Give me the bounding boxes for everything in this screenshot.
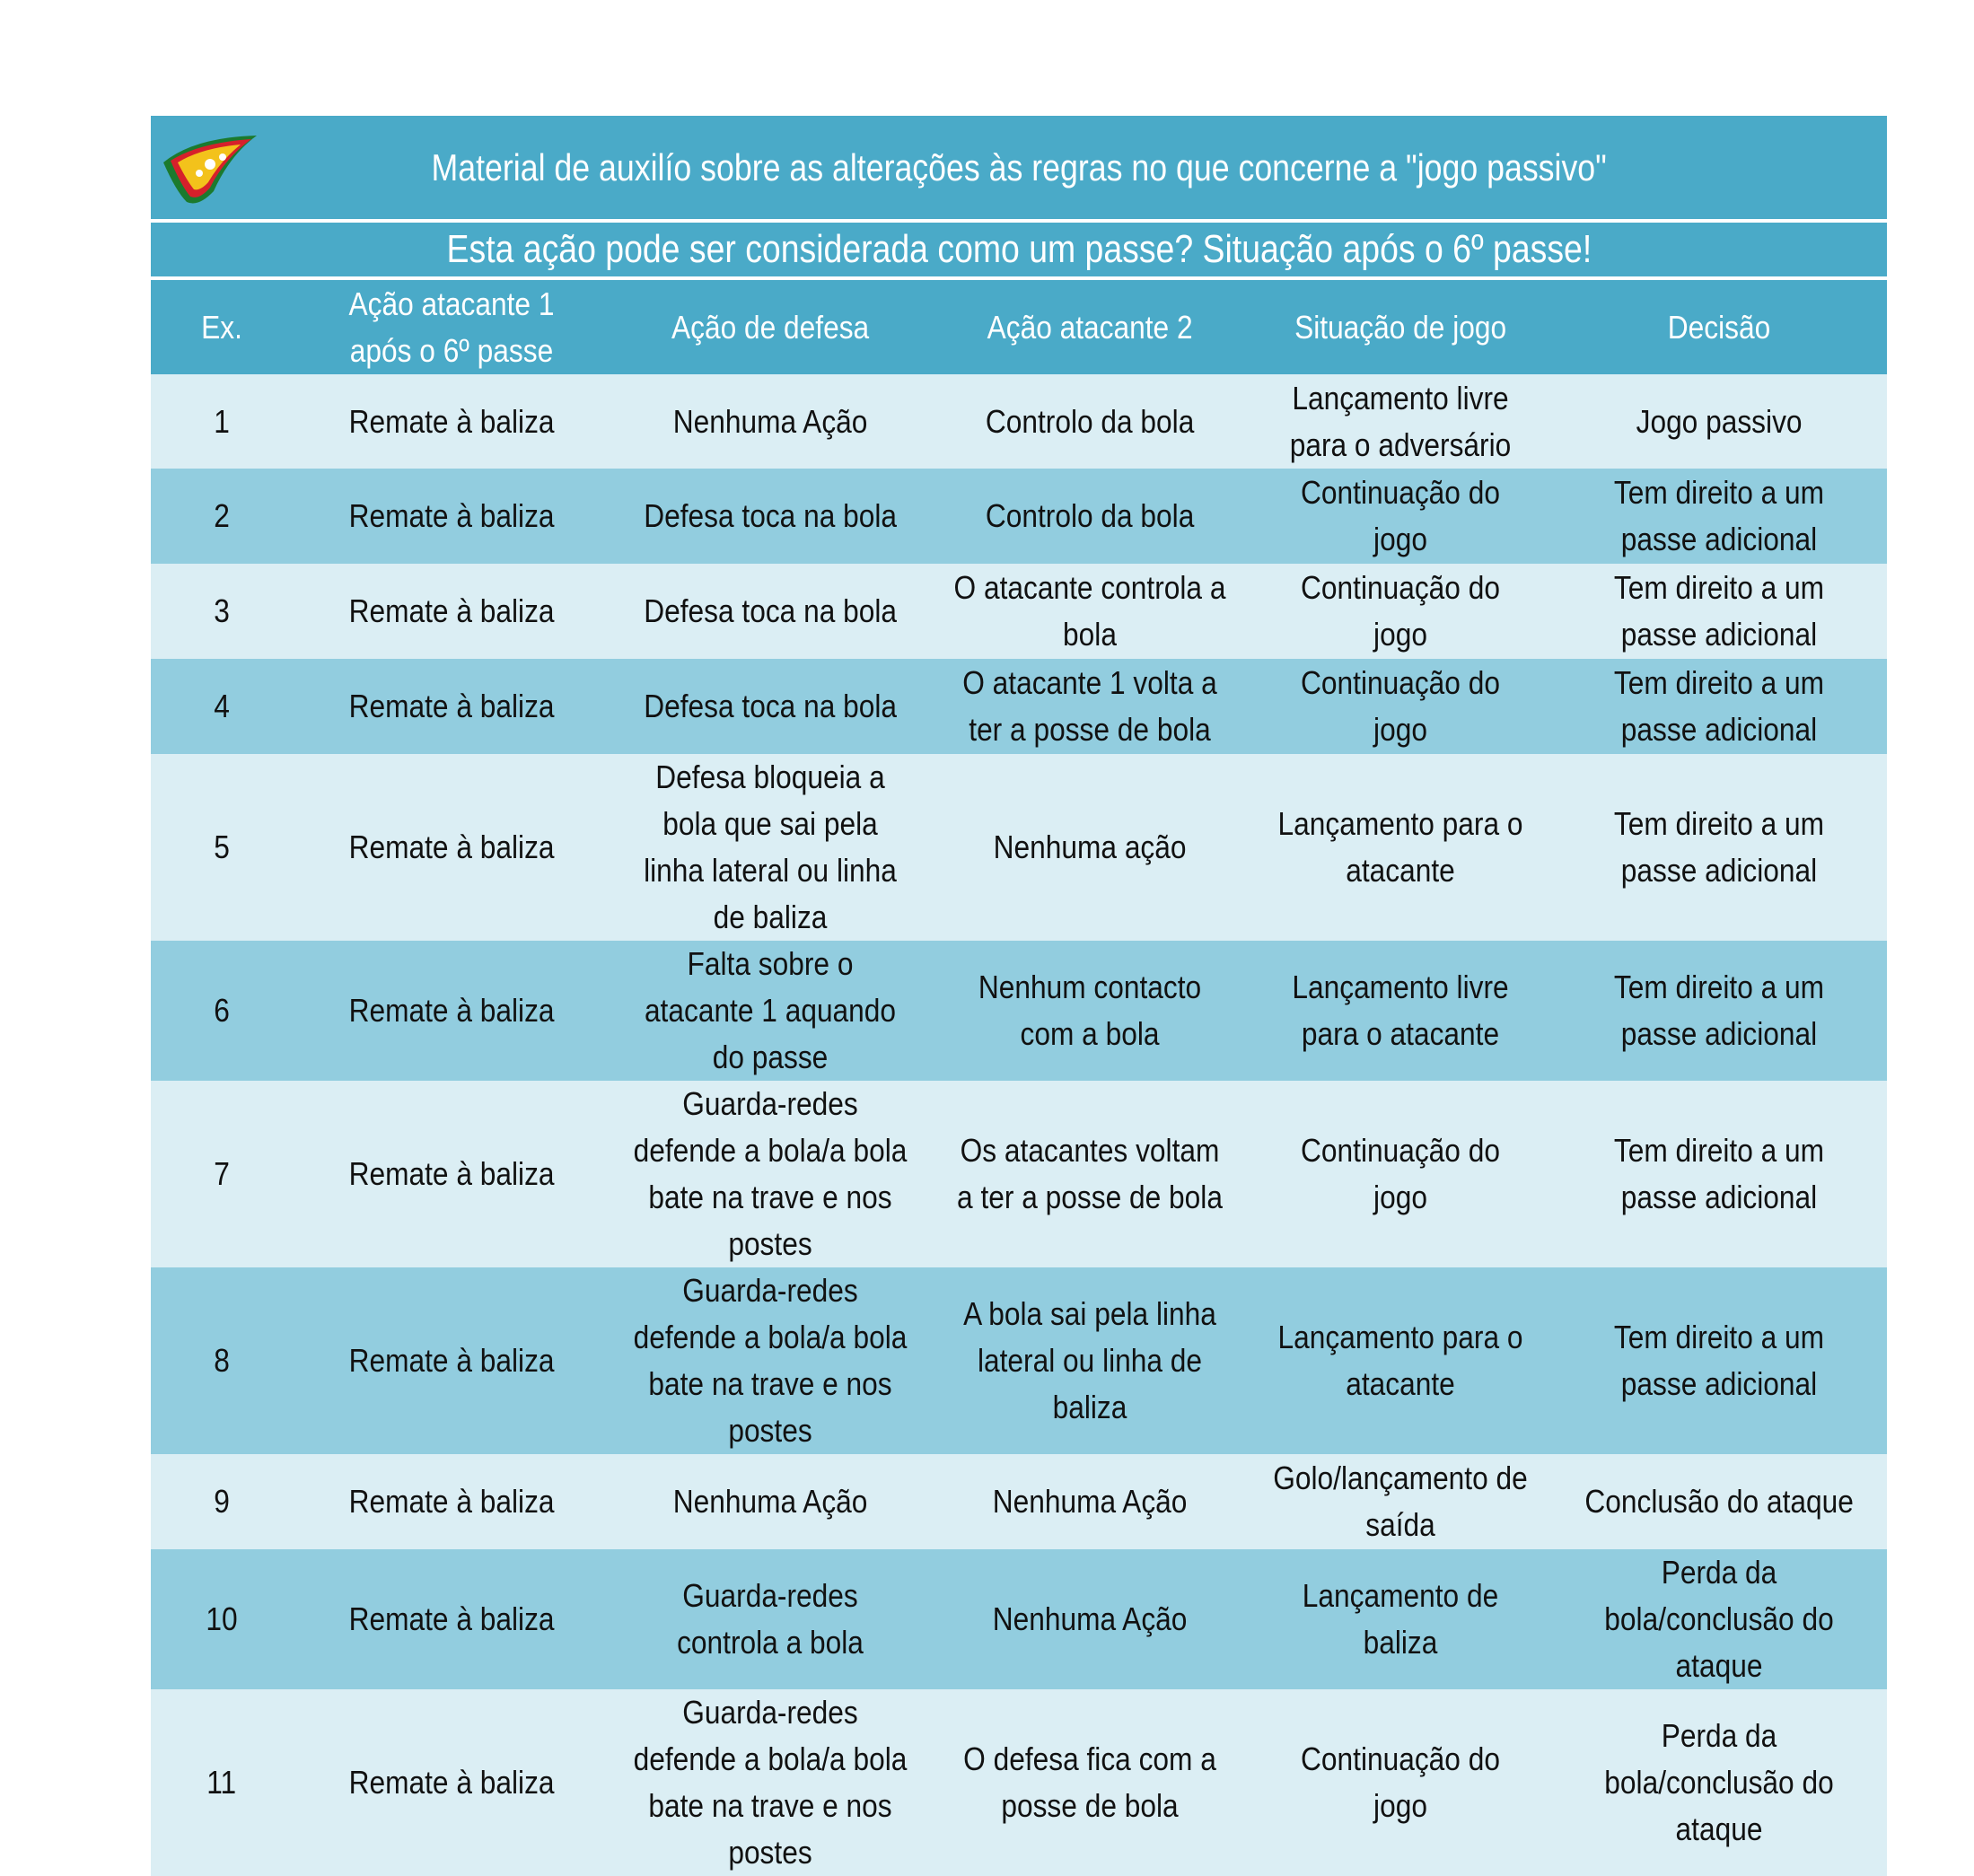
cell-situacao: Golo/lançamento de saída: [1250, 1454, 1551, 1549]
cell-situacao: Continuação do jogo: [1250, 469, 1551, 564]
cell-ex: 3: [151, 564, 293, 659]
cell-situacao: Lançamento livre para o adversário: [1250, 374, 1551, 469]
table-body: [151, 374, 1887, 1876]
cell-atacante2: O atacante controla a bola: [930, 564, 1250, 659]
subtitle-bar: [151, 223, 1887, 276]
table-row: [151, 1267, 1887, 1454]
cell-atacante2: O atacante 1 volta a ter a posse de bola: [930, 659, 1250, 754]
cell-atacante1: Remate à baliza: [293, 1549, 610, 1689]
cell-atacante1: Remate à baliza: [293, 754, 610, 941]
column-header-ex: Ex.: [151, 280, 293, 374]
cell-atacante2: Os atacantes voltam a ter a posse de bola: [930, 1081, 1250, 1267]
cell-ex: 8: [151, 1267, 293, 1454]
cell-decisao: Perda da bola/conclusão do ataque: [1551, 1689, 1887, 1876]
column-header-atacante1: Ação atacante 1 após o 6º passe: [293, 280, 610, 374]
cell-ex: 2: [151, 469, 293, 564]
cell-defesa: Defesa bloqueia a bola que sai pela linha lateral ou linha de baliza: [610, 754, 930, 941]
cell-defesa: Defesa toca na bola: [610, 564, 930, 659]
cell-defesa: Guarda-redes defende a bola/a bola bate na trave e nos postes: [610, 1267, 930, 1454]
cell-atacante1: Remate à baliza: [293, 564, 610, 659]
table-row: [151, 754, 1887, 941]
table-row: [151, 1081, 1887, 1267]
cell-ex: 10: [151, 1549, 293, 1689]
cell-defesa: Nenhuma Ação: [610, 374, 930, 469]
table-row: [151, 941, 1887, 1081]
column-header-situacao: Situação de jogo: [1250, 280, 1551, 374]
cell-ex: 1: [151, 374, 293, 469]
cell-defesa: Guarda-redes defende a bola/a bola bate na trave e nos postes: [610, 1081, 930, 1267]
column-header-decisao: Decisão: [1551, 280, 1887, 374]
cell-defesa: Guarda-redes controla a bola: [610, 1549, 930, 1689]
cell-atacante2: Nenhuma ação: [930, 754, 1250, 941]
cell-defesa: Defesa toca na bola: [610, 469, 930, 564]
cell-atacante2: Nenhuma Ação: [930, 1454, 1250, 1549]
cell-decisao: Conclusão do ataque: [1551, 1454, 1887, 1549]
cell-atacante1: Remate à baliza: [293, 1081, 610, 1267]
cell-atacante2: O defesa fica com a posse de bola: [930, 1689, 1250, 1876]
cell-atacante2: Controlo da bola: [930, 469, 1250, 564]
cell-defesa: Falta sobre o atacante 1 aquando do passe: [610, 941, 930, 1081]
cell-ex: 9: [151, 1454, 293, 1549]
cell-decisao: Tem direito a um passe adicional: [1551, 754, 1887, 941]
cell-ex: 6: [151, 941, 293, 1081]
cell-ex: 5: [151, 754, 293, 941]
cell-defesa: Defesa toca na bola: [610, 659, 930, 754]
cell-decisao: Jogo passivo: [1551, 374, 1887, 469]
page-subtitle: Esta ação pode ser considerada como um passe? Situação após o 6º passe!: [446, 227, 1592, 271]
cell-situacao: Continuação do jogo: [1250, 659, 1551, 754]
cell-situacao: Lançamento livre para o atacante: [1250, 941, 1551, 1081]
rules-table: [151, 280, 1887, 1876]
cell-atacante1: Remate à baliza: [293, 469, 610, 564]
table-row: [151, 564, 1887, 659]
cell-atacante1: Remate à baliza: [293, 1689, 610, 1876]
cell-decisao: Tem direito a um passe adicional: [1551, 1081, 1887, 1267]
cell-atacante2: Nenhuma Ação: [930, 1549, 1250, 1689]
cell-decisao: Perda da bola/conclusão do ataque: [1551, 1549, 1887, 1689]
title-bar: [151, 116, 1887, 219]
cell-situacao: Continuação do jogo: [1250, 564, 1551, 659]
cell-atacante1: Remate à baliza: [293, 1454, 610, 1549]
page-title: Material de auxilío sobre as alterações às regras no que concerne a "jogo passivo": [431, 145, 1607, 188]
table-row: [151, 1689, 1887, 1876]
rules-sheet: [151, 116, 1887, 1876]
cell-ex: 4: [151, 659, 293, 754]
cell-ex: 7: [151, 1081, 293, 1267]
cell-atacante2: Controlo da bola: [930, 374, 1250, 469]
cell-defesa: Nenhuma Ação: [610, 1454, 930, 1549]
cell-ex: 11: [151, 1689, 293, 1876]
table-row: [151, 469, 1887, 564]
cell-decisao: Tem direito a um passe adicional: [1551, 659, 1887, 754]
cell-situacao: Lançamento de baliza: [1250, 1549, 1551, 1689]
table-row: [151, 1454, 1887, 1549]
table-row: [151, 374, 1887, 469]
table-header-row: [151, 280, 1887, 374]
table-row: [151, 1549, 1887, 1689]
cell-atacante2: Nenhum contacto com a bola: [930, 941, 1250, 1081]
cell-atacante1: Remate à baliza: [293, 659, 610, 754]
cell-defesa: Guarda-redes defende a bola/a bola bate na trave e nos postes: [610, 1689, 930, 1876]
cell-atacante1: Remate à baliza: [293, 941, 610, 1081]
cell-atacante1: Remate à baliza: [293, 1267, 610, 1454]
cell-situacao: Lançamento para o atacante: [1250, 1267, 1551, 1454]
cell-decisao: Tem direito a um passe adicional: [1551, 469, 1887, 564]
cell-situacao: Lançamento para o atacante: [1250, 754, 1551, 941]
cell-atacante1: Remate à baliza: [293, 374, 610, 469]
cell-atacante2: A bola sai pela linha lateral ou linha de baliza: [930, 1267, 1250, 1454]
federation-logo-icon: [158, 128, 266, 209]
cell-situacao: Continuação do jogo: [1250, 1689, 1551, 1876]
cell-decisao: Tem direito a um passe adicional: [1551, 1267, 1887, 1454]
cell-decisao: Tem direito a um passe adicional: [1551, 941, 1887, 1081]
cell-situacao: Continuação do jogo: [1250, 1081, 1551, 1267]
table-row: [151, 659, 1887, 754]
cell-decisao: Tem direito a um passe adicional: [1551, 564, 1887, 659]
column-header-atacante2: Ação atacante 2: [930, 280, 1250, 374]
column-header-defesa: Ação de defesa: [610, 280, 930, 374]
